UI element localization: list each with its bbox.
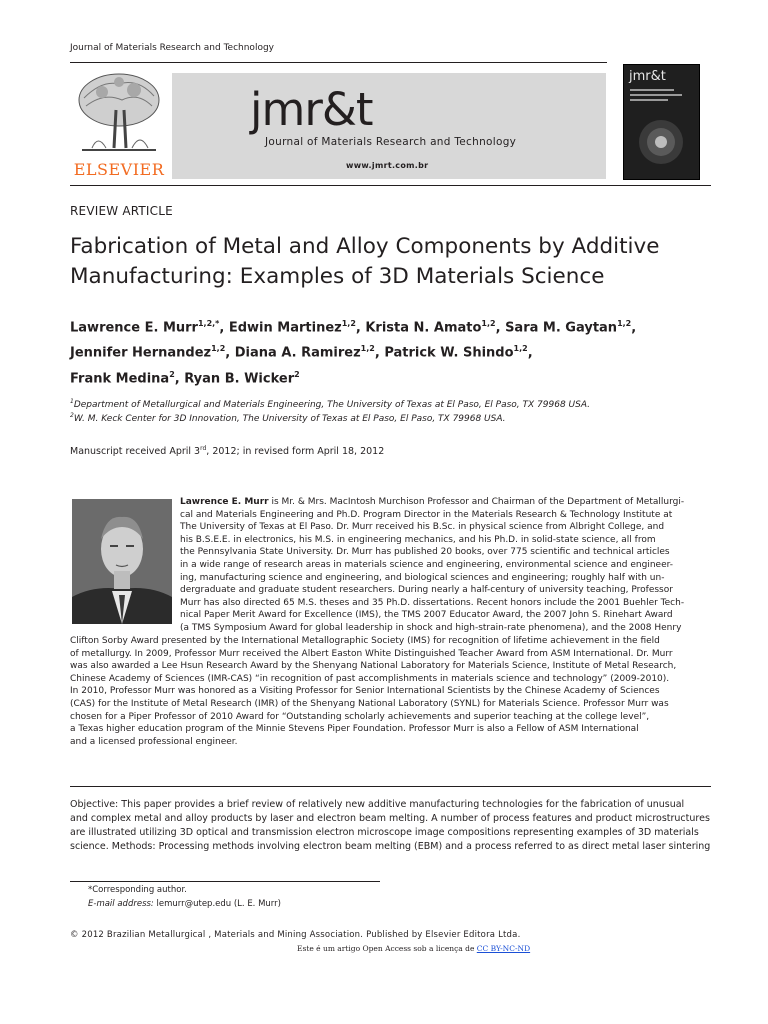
author-portrait-image	[72, 499, 172, 624]
corresponding-author-note: *Corresponding author.	[88, 885, 187, 895]
author-affiliation-marker: 1,2	[617, 319, 632, 328]
bio-line: (CAS) for the Institute of Metal Research (IMR) of the Shenyang National Laboratory (SYNL) for Materials Science. Professor Murr was	[70, 698, 669, 709]
journal-url[interactable]: www.jmrt.com.br	[346, 161, 429, 170]
bio-line: the Pennsylvania State University. Dr. Murr has published 20 books, over 775 scientific and technical articles	[180, 547, 670, 558]
email-address[interactable]: lemurr@utep.edu (L. E. Murr)	[153, 899, 281, 909]
bio-line: The University of Texas at El Paso. Dr. Murr received his B.Sc. in physical science from Albright College, and	[180, 522, 665, 533]
bio-line: in a wide range of research areas in materials science and engineering, environmental science and engineer-	[180, 559, 673, 570]
elsevier-tree-icon	[72, 70, 166, 158]
bio-line: Lawrence E. Murr is Mr. & Mrs. MacIntosh Murchison Professor and Chairman of the Department of Metallurgi-	[180, 497, 685, 507]
abstract-line: Objective: This paper provides a brief review of relatively new additive manufacturing technologies for the fabrication of unusual	[70, 799, 685, 810]
bio-line: Clifton Sorby Award presented by the International Metallographic Society (IMS) for recognition of lifetime achievement in the field	[70, 636, 660, 646]
author-line: Jennifer Hernandez$^{1,2}$, Diana A. Ramirez$^{1,2}$, Patrick W. Shindo$^{1,2}$,	[70, 344, 533, 361]
author-affiliation-marker: 1,2,*	[197, 319, 220, 328]
journal-banner	[172, 73, 606, 179]
bio-author-name: Lawrence E. Murr	[180, 497, 269, 507]
abstract-line: are illustrated utilizing 3D optical and transmission electron microscope image compositions representing examples of 3D materials	[70, 826, 699, 838]
author-name: Diana A. Ramirez	[234, 345, 361, 361]
author-name: Ryan B. Wicker	[184, 370, 295, 386]
bio-line: In 2010, Professor Murr was honored as a Visiting Professor for Senior International Scientists by the Chinese Academy of Sciences	[70, 686, 660, 697]
bio-line: Chinese Academy of Sciences (IMR-CAS) “in recognition of past accomplishments in materials science and technology” (2009-2010).	[70, 673, 670, 684]
manuscript-dates: Manuscript received April 3rd, 2012; in revised form April 18, 2012	[70, 445, 385, 458]
bio-line: (a TMS Symposium Award for global leadership in shock and high-strain-rate phenomena), and the 2008 Henry	[180, 622, 682, 633]
bio-line: Murr has also directed 65 M.S. theses and 35 Ph.D. dissertations. Recent honors include the 2001 Buehler Tech-	[180, 597, 685, 608]
header-rule	[70, 62, 607, 63]
bio-line: nical Paper Merit Award for Excellence (IMS), the TMS 2007 Educator Award, the 2007 John S. Rinehart Award	[180, 610, 673, 621]
author-affiliation-marker: 2	[294, 369, 300, 379]
abstract-line: and complex metal and alloy products by laser and electron beam melting. A number of process features and product microstructures	[70, 812, 710, 824]
elsevier-wordmark: ELSEVIER	[73, 160, 165, 179]
bio-line: cal and Materials Engineering and Ph.D. Program Director in the Materials Research & Technology Institute at	[180, 509, 673, 520]
journal-banner-subtitle: Journal of Materials Research and Technology	[265, 136, 517, 148]
author-name: Krista N. Amato	[365, 320, 482, 336]
bio-line: a Texas higher education program of the Minnie Stevens Piper Foundation. Professor Murr is also a Fellow of ASM International	[70, 724, 639, 735]
email-label: E-mail address:	[88, 899, 154, 909]
email-note	[88, 899, 281, 909]
author-affiliation-marker: 1,2	[513, 344, 528, 354]
license-link[interactable]: CC BY-NC-ND	[476, 944, 531, 953]
cover-art-icon	[636, 117, 686, 167]
author-name: Sara M. Gaytan	[505, 320, 618, 336]
article-title	[70, 232, 720, 292]
author-line: Lawrence E. Murr$^{1,2,*}$, Edwin Martinez$^{1,2}$, Krista N. Amato$^{1,2}$, Sara M. Gaytan$^{1,2}$,	[70, 319, 637, 336]
journal-wordmark: jmr&t	[250, 83, 373, 136]
bio-line: and a licensed professional engineer.	[70, 736, 238, 747]
author-bio-wrapped	[180, 496, 711, 635]
affiliation: $^2$W. M. Keck Center for 3D Innovation, The University of Texas at El Paso, El Paso, TX 79968 USA.	[70, 412, 506, 424]
affiliation: $^1$Department of Metallurgical and Materials Engineering, The University of Texas at El Paso, El Paso, TX 79968 USA.	[70, 398, 591, 410]
author-name: Patrick W. Shindo	[384, 345, 514, 361]
author-affiliation-marker: 2	[169, 369, 175, 379]
bio-line: of metallurgy. In 2009, Professor Murr received the Albert Easton White Distinguished Teacher Award from ASM International. Dr. Murr	[70, 648, 673, 659]
elsevier-logo	[70, 70, 168, 178]
author-affiliation-marker: 1,2	[211, 344, 226, 354]
cover-wordmark: jmr&t	[629, 69, 666, 84]
author-name: Edwin Martinez	[228, 320, 342, 336]
journal-cover-thumbnail	[623, 64, 700, 180]
abstract	[70, 798, 711, 854]
title-line: Manufacturing: Examples of 3D Materials Science	[70, 264, 605, 289]
author-name: Jennifer Hernandez	[70, 345, 212, 361]
author-portrait	[72, 499, 172, 624]
footnote-rule	[70, 881, 380, 882]
abstract-line: science. Methods: Processing methods involving electron beam melting (EBM) and a process referred to as direct metal laser sintering	[70, 840, 711, 852]
author-list	[70, 313, 720, 389]
bio-line: ing, manufacturing science and engineering, and biological sciences and engineering; roughly half with un-	[180, 572, 665, 583]
cover-text-lines	[630, 89, 682, 104]
title-line: Fabrication of Metal and Alloy Components by Additive	[70, 234, 660, 259]
author-line: Frank Medina$^2$, Ryan B. Wicker$^2$	[70, 369, 300, 386]
license-notice: Este é um artigo Open Access sob a licença de CC BY-NC-ND	[297, 944, 531, 953]
bio-line: dergraduate and graduate student researchers. During nearly a half-century of university teaching, Professor	[180, 585, 673, 596]
bio-line: was also awarded a Lee Hsun Research Award by the Shenyang National Laboratory for Materials Science, Institute of Metal Research,	[70, 661, 677, 672]
author-affiliation-marker: 1,2	[481, 319, 496, 328]
author-name: Lawrence E. Murr	[70, 320, 198, 336]
bio-line: chosen for a Piper Professor of 2010 Award for “Outstanding scholarly achievements and superior teaching at the college level”,	[70, 711, 650, 722]
author-name: Frank Medina	[70, 370, 170, 386]
abstract-rule	[70, 786, 711, 787]
journal-name-line: Journal of Materials Research and Technology	[70, 43, 274, 53]
author-affiliation-marker: 1,2	[341, 319, 356, 328]
author-bio-full-width	[70, 635, 711, 748]
article-type: REVIEW ARTICLE	[70, 204, 173, 218]
bio-line: his B.S.E.E. in electronics, his M.S. in engineering mechanics, and his Ph.D. in solid-state science, all from	[180, 534, 656, 545]
copyright-notice: © 2012 Brazilian Metallurgical , Materials and Mining Association. Published by Elsevier Editora Ltda.	[70, 930, 521, 940]
header-bottom-rule	[70, 185, 711, 186]
author-affiliation-marker: 1,2	[360, 344, 375, 354]
